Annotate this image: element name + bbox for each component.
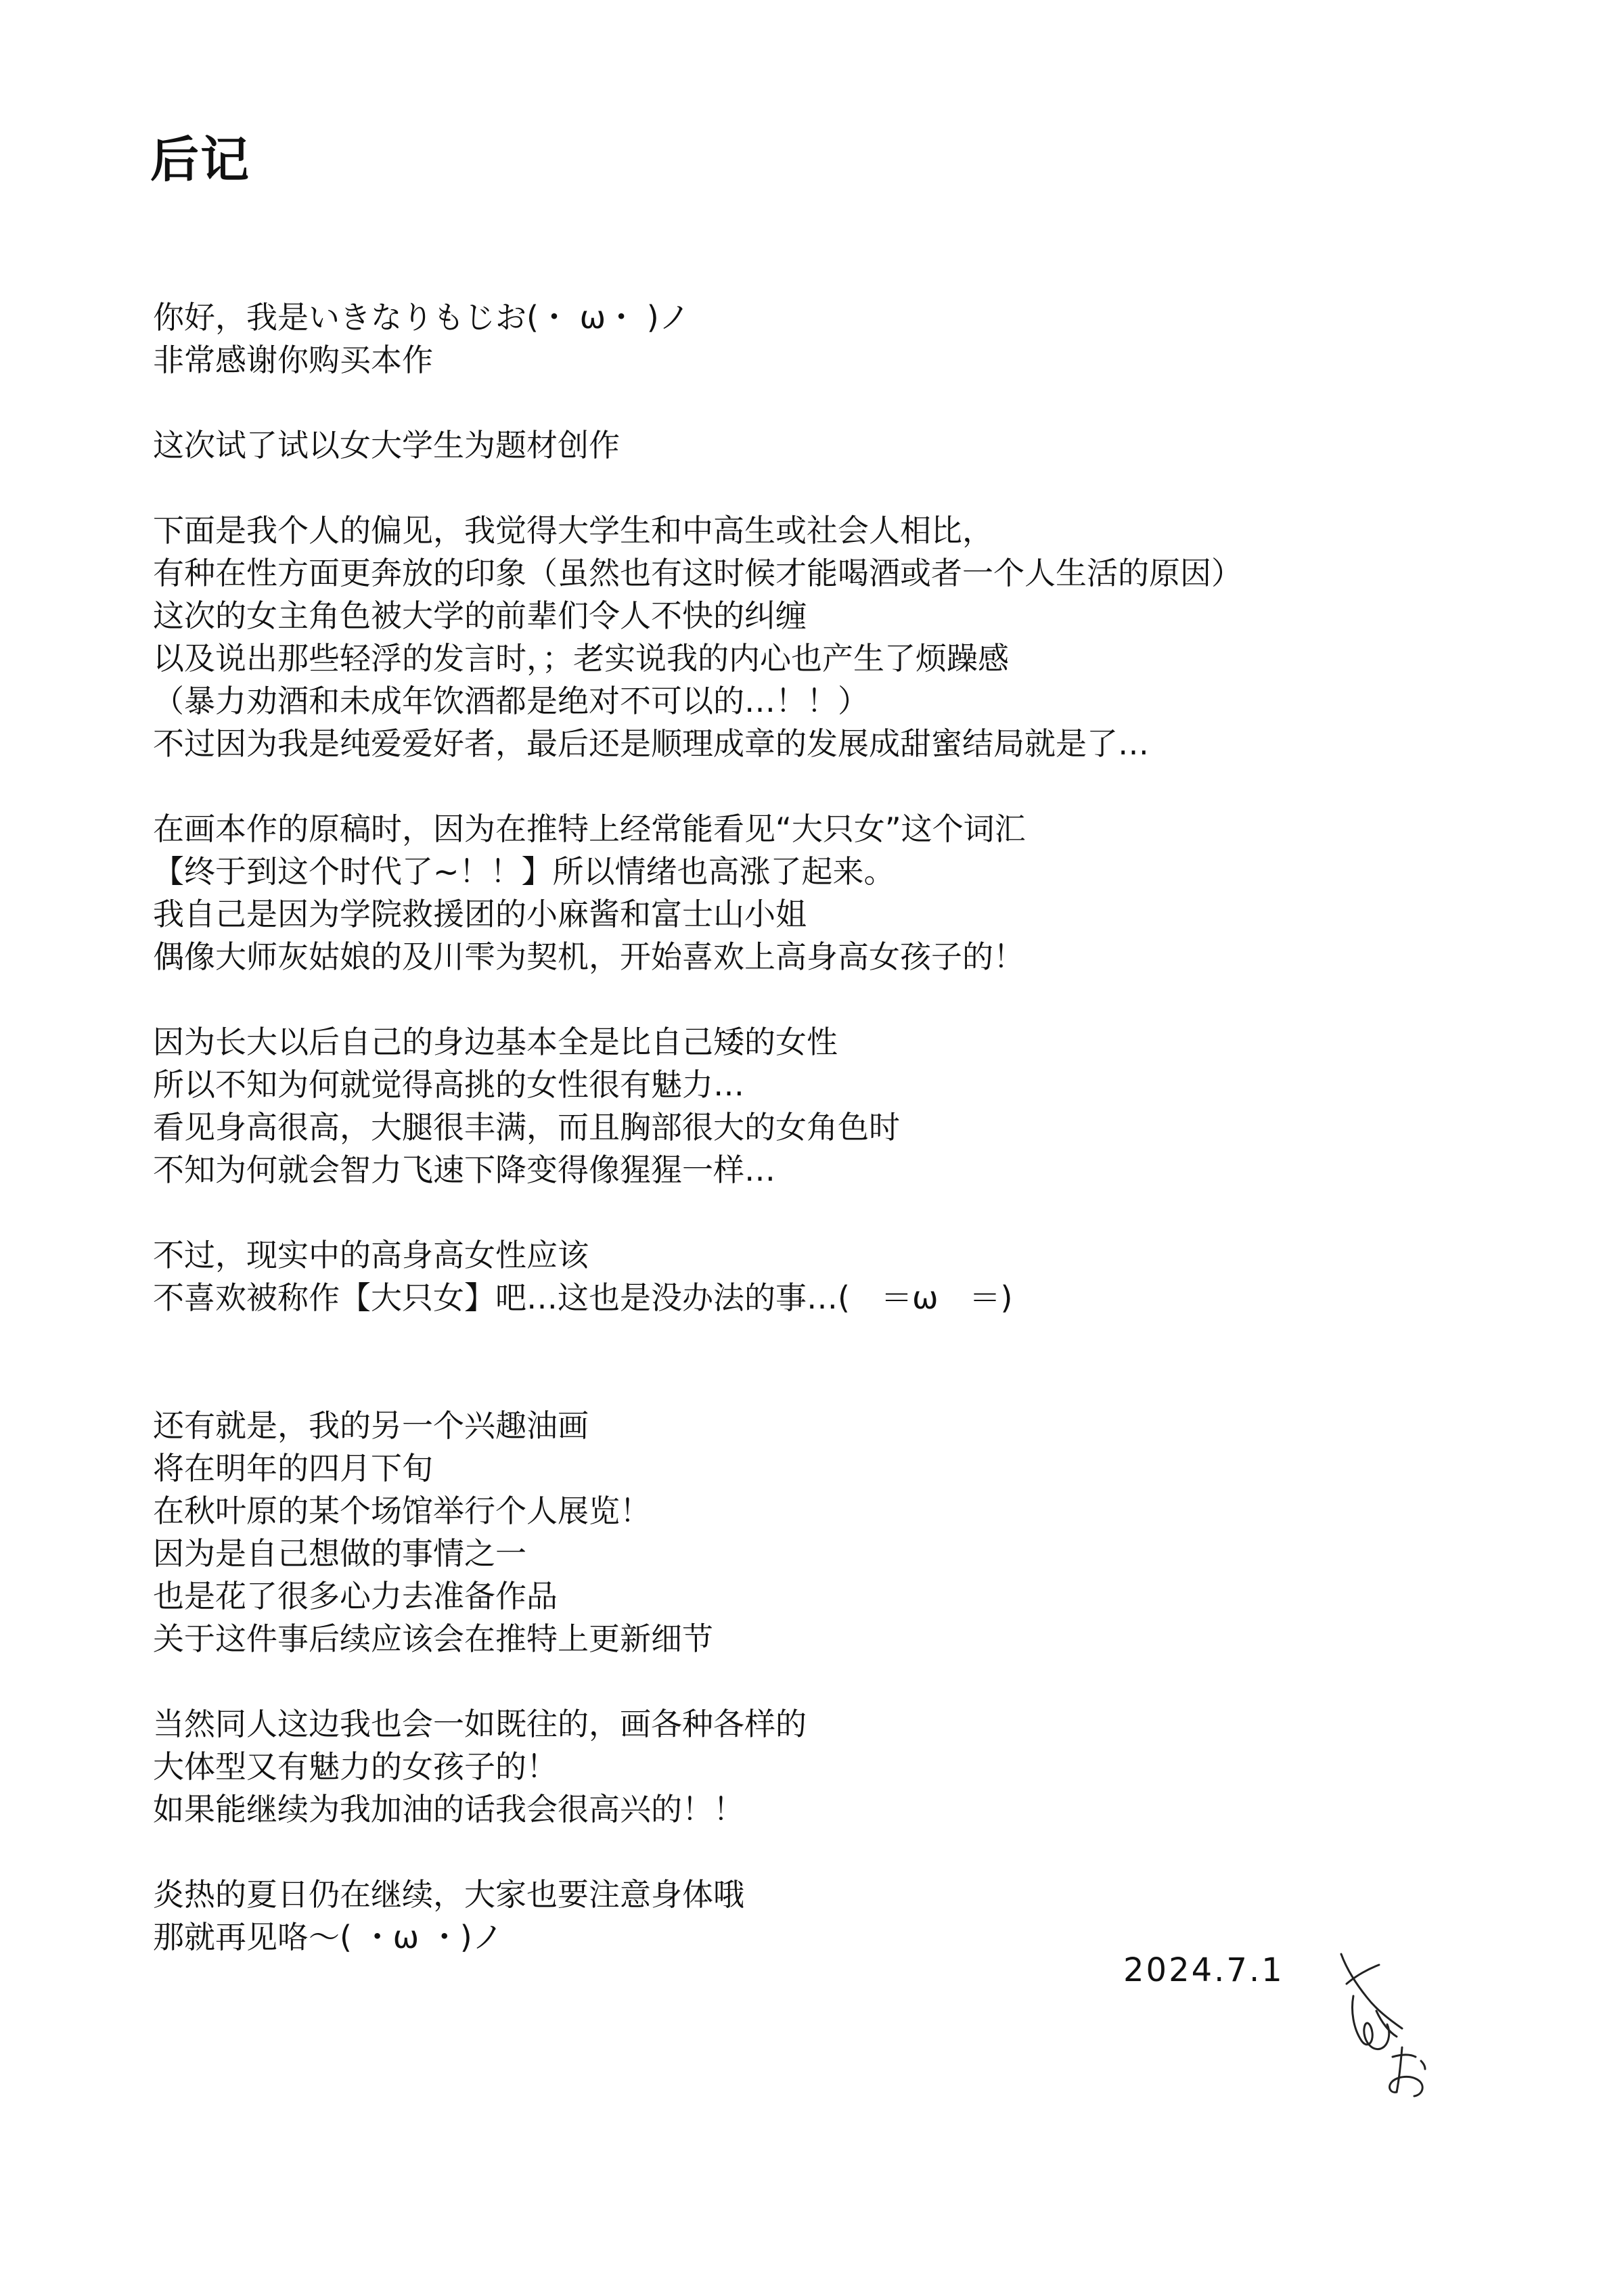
- paragraph-gap: [153, 1831, 1439, 1874]
- text-line: 有种在性方面更奔放的印象（虽然也有这时候才能喝酒或者一个人生活的原因）: [153, 555, 1242, 591]
- paragraph-gap: [153, 1191, 1439, 1234]
- text-line: 以及说出那些轻浮的发言时，；老实说我的内心也产生了烦躁感: [153, 640, 1009, 677]
- text-line: 不过因为我是纯爱爱好者，最后还是顺理成章的发展成甜蜜结局就是了…: [153, 725, 1149, 762]
- paragraph-gap: [153, 1362, 1439, 1405]
- text-line: 你好，我是いきなりもじお(・ ω・ )ノ: [153, 299, 690, 336]
- text-line: 不喜欢被称作【大只女】吧…这也是没办法的事…( ＝ω ＝): [153, 1279, 1013, 1316]
- text-line: 关于这件事后续应该会在推特上更新细节: [153, 1620, 713, 1657]
- text-line: 如果能继续为我加油的话我会很高兴的！！: [153, 1791, 744, 1827]
- text-line: 那就再见咯～( ・ω ・)ノ: [153, 1919, 503, 1955]
- text-line: 非常感谢你购买本作: [153, 342, 433, 378]
- text-line: 炎热的夏日仍在继续，大家也要注意身体哦: [153, 1876, 744, 1913]
- date-stamp: 2024.7.1: [1123, 1951, 1284, 1989]
- text-line: 也是花了很多心力去准备作品: [153, 1578, 558, 1614]
- text-line: （暴力劝酒和未成年饮酒都是绝对不可以的…！！）: [153, 683, 869, 719]
- text-line: 这次试了试以女大学生为题材创作: [153, 427, 620, 463]
- text-line: 不过，现实中的高身高女性应该: [153, 1237, 589, 1273]
- text-line: 所以不知为何就觉得高挑的女性很有魅力…: [153, 1066, 744, 1103]
- text-line: 在秋叶原的某个场馆举行个人展览！: [153, 1493, 651, 1529]
- text-line: 我自己是因为学院救援团的小麻酱和富士山小姐: [153, 896, 807, 932]
- page-title: 后记: [150, 131, 251, 188]
- text-line: 因为长大以后自己的身边基本全是比自己矮的女性: [153, 1024, 838, 1060]
- text-line: 【终于到这个时代了~！！】所以情绪也高涨了起来。: [153, 853, 895, 890]
- text-line: 看见身高很高，大腿很丰满，而且胸部很大的女角色时: [153, 1109, 900, 1145]
- text-line: 将在明年的四月下旬: [153, 1450, 433, 1486]
- text-line: 因为是自己想做的事情之一: [153, 1535, 526, 1572]
- text-line: 当然同人这边我也会一如既往的，画各种各样的: [153, 1706, 807, 1742]
- text-line: 在画本作的原稿时，因为在推特上经常能看见“大只女”这个词汇: [153, 811, 1026, 847]
- afterword-body: [153, 296, 1439, 1959]
- paragraph-gap: [153, 978, 1439, 1021]
- text-line: 偶像大师灰姑娘的及川雫为契机，开始喜欢上高身高女孩子的！: [153, 938, 1024, 975]
- text-line: 还有就是，我的另一个兴趣油画: [153, 1407, 589, 1444]
- handwritten-signature: [1326, 1949, 1428, 2104]
- text-line: 下面是我个人的偏见，我觉得大学生和中高生或社会人相比，: [153, 512, 993, 549]
- paragraph-gap: [153, 467, 1439, 509]
- paragraph-gap: [153, 765, 1439, 808]
- text-line: 这次的女主角色被大学的前辈们令人不快的纠缠: [153, 597, 807, 634]
- paragraph-gap: [153, 1319, 1439, 1362]
- text-line: 大体型又有魅力的女孩子的！: [153, 1748, 558, 1785]
- paragraph-gap: [153, 382, 1439, 424]
- paragraph-gap: [153, 1660, 1439, 1703]
- text-line: 不知为何就会智力飞速下降变得像猩猩一样…: [153, 1152, 775, 1188]
